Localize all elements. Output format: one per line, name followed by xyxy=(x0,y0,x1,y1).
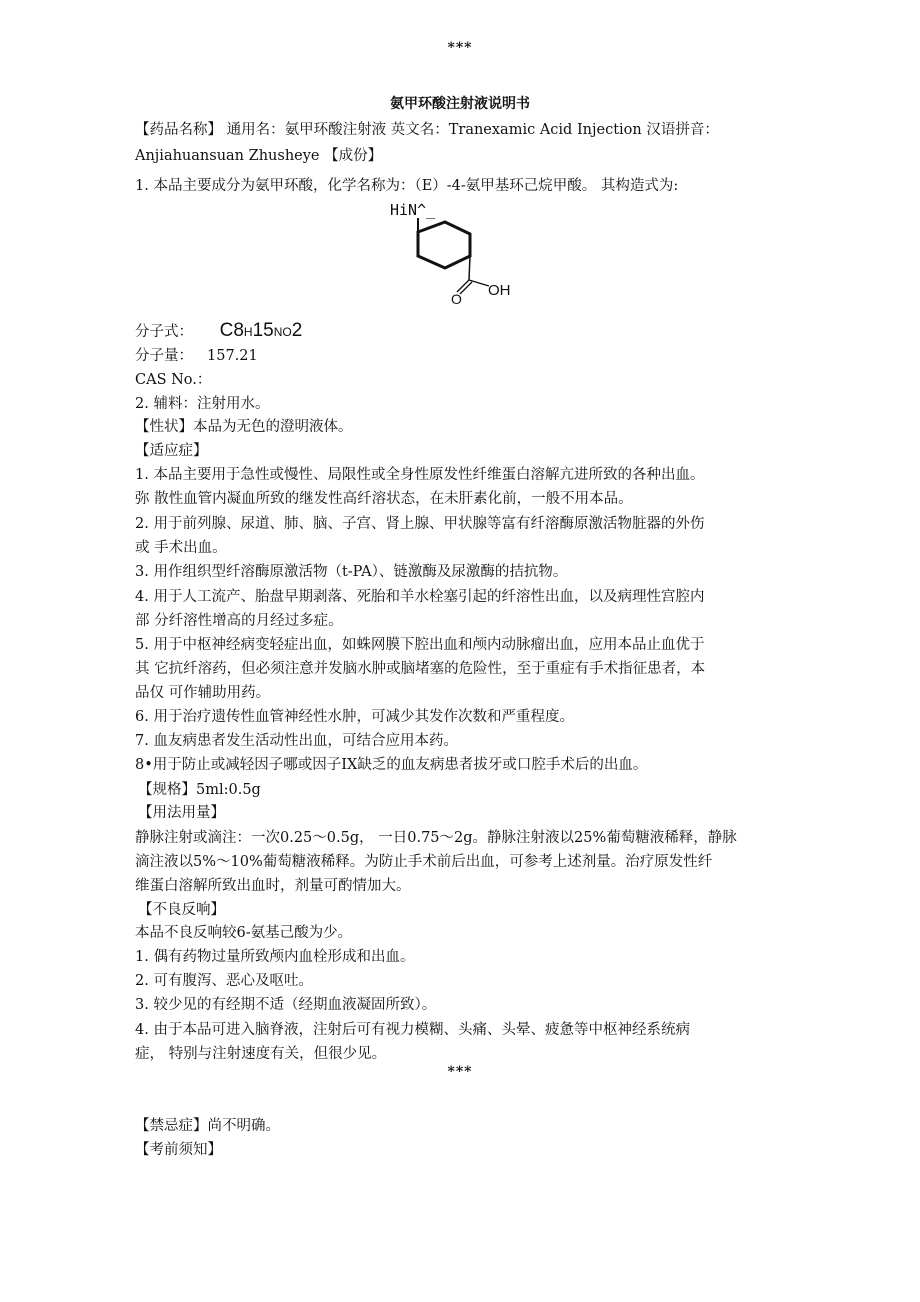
adverse-2: 2. 可有腹泻、恶心及呕吐。 xyxy=(135,973,313,989)
adverse-4a: 4. 由于本品可进入脑脊液，注射后可有视力模糊、头痛、头晕、疲惫等中枢神经系统病 xyxy=(135,1022,690,1038)
structural-formula xyxy=(385,198,525,313)
indication-8: 8•用于防止或减轻因子哪或因子IX缺乏的血友病患者拔牙或口腔手术后的出血。 xyxy=(135,757,648,773)
notice-heading: 【考前须知】 xyxy=(135,1142,222,1158)
mw-value: 157.21 xyxy=(207,348,258,364)
mw-label: 分子量： xyxy=(135,348,193,364)
indication-2b: 或 手术出血。 xyxy=(135,540,227,556)
formula-label: 分子式： xyxy=(135,324,193,340)
indication-4a: 4. 用于人工流产、胎盘早期剥落、死胎和羊水栓塞引起的纤溶性出血，以及病理性宫腔内 xyxy=(135,589,705,605)
composition-line-1: 1. 本品主要成分为氨甲环酸，化学名称为：（E）-4-氨甲基环己烷甲酸。 其构造式为: xyxy=(135,178,679,194)
structure-top-label: HiN^_ xyxy=(390,201,436,219)
structure-hydroxyl-label: OH xyxy=(488,282,511,299)
adverse-intro: 本品不良反响较6-氨基己酸为少。 xyxy=(135,925,353,941)
drug-name-line-1: 【药品名称】 通用名：氨甲环酸注射液 英文名：Tranexamic Acid Injection 汉语拼音： xyxy=(135,122,719,138)
adverse-1: 1. 偶有药物过量所致颅内血栓形成和出血。 xyxy=(135,949,415,965)
adverse-3: 3. 较少见的有经期不适（经期血液凝固所致）。 xyxy=(135,997,437,1013)
molecular-weight xyxy=(135,345,258,367)
formula-value: C8H15NO2 xyxy=(219,320,303,341)
usage-line-3: 维蛋白溶解所致出血时，剂量可酌情加大。 xyxy=(135,878,411,894)
indication-5a: 5. 用于中枢神经病变轻症出血，如蛛网膜下腔出血和颅内动脉瘤出血，应用本品止血优于 xyxy=(135,637,705,653)
character: 【性状】本品为无色的澄明液体。 xyxy=(135,419,353,435)
indication-3: 3. 用作组织型纤溶酶原激活物（t-PA）、链激酶及尿激酶的拮抗物。 xyxy=(135,564,568,580)
indication-1b: 弥 散性血管内凝血所致的继发性高纤溶状态，在未肝素化前，一般不用本品。 xyxy=(135,491,633,507)
structure-oxygen-label: O xyxy=(451,291,462,307)
excipient: 2. 辅料：注射用水。 xyxy=(135,396,270,412)
indication-6: 6. 用于治疗遗传性血管神经性水肿，可减少其发作次数和严重程度。 xyxy=(135,709,574,725)
specification: 【规格】5ml:0.5g xyxy=(138,782,261,798)
indication-4b: 部 分纤溶性增高的月经过多症。 xyxy=(135,613,343,629)
indications-heading: 【适应症】 xyxy=(135,443,208,459)
document-title: 氨甲环酸注射液说明书 xyxy=(390,96,530,112)
usage-line-1: 静脉注射或滴注：一次0.25〜0.5g， 一日0.75〜2g。静脉注射液以25%葡萄糖液稀释，静脉 xyxy=(135,830,737,846)
contraindications: 【禁忌症】尚不明确。 xyxy=(135,1118,280,1134)
indication-2a: 2. 用于前列腺、尿道、肺、脑、子宫、肾上腺、甲状腺等富有纤溶酶原激活物脏器的外伤 xyxy=(135,516,705,532)
adverse-4b: 症， 特别与注射速度有关，但很少见。 xyxy=(135,1046,387,1062)
indication-1a: 1. 本品主要用于急性或慢性、局限性或全身性原发性纤维蛋白溶解亢进所致的各种出血。 xyxy=(135,467,705,483)
usage-line-2: 滴注液以5%〜10%葡萄糖液稀释。为防止手术前后出血，可参考上述剂量。治疗原发性纤 xyxy=(135,854,713,870)
cas-number: CAS No.： xyxy=(135,372,212,388)
indication-5c: 品仅 可作辅助用药。 xyxy=(135,685,271,701)
indication-7: 7. 血友病患者发生活动性出血，可结合应用本药。 xyxy=(135,733,458,749)
adverse-heading: 【不良反响】 xyxy=(138,902,225,918)
header-mark: *** xyxy=(447,40,473,56)
usage-heading: 【用法用量】 xyxy=(138,805,225,821)
drug-name-line-2: Anjiahuansuan Zhusheye 【成份】 xyxy=(135,148,383,164)
molecular-formula xyxy=(135,320,302,343)
footer-mark: *** xyxy=(447,1064,473,1080)
indication-5b: 其 它抗纤溶药，但必须注意并发脑水肿或脑堵塞的危险性，至于重症有手术指征患者，本 xyxy=(135,661,706,677)
